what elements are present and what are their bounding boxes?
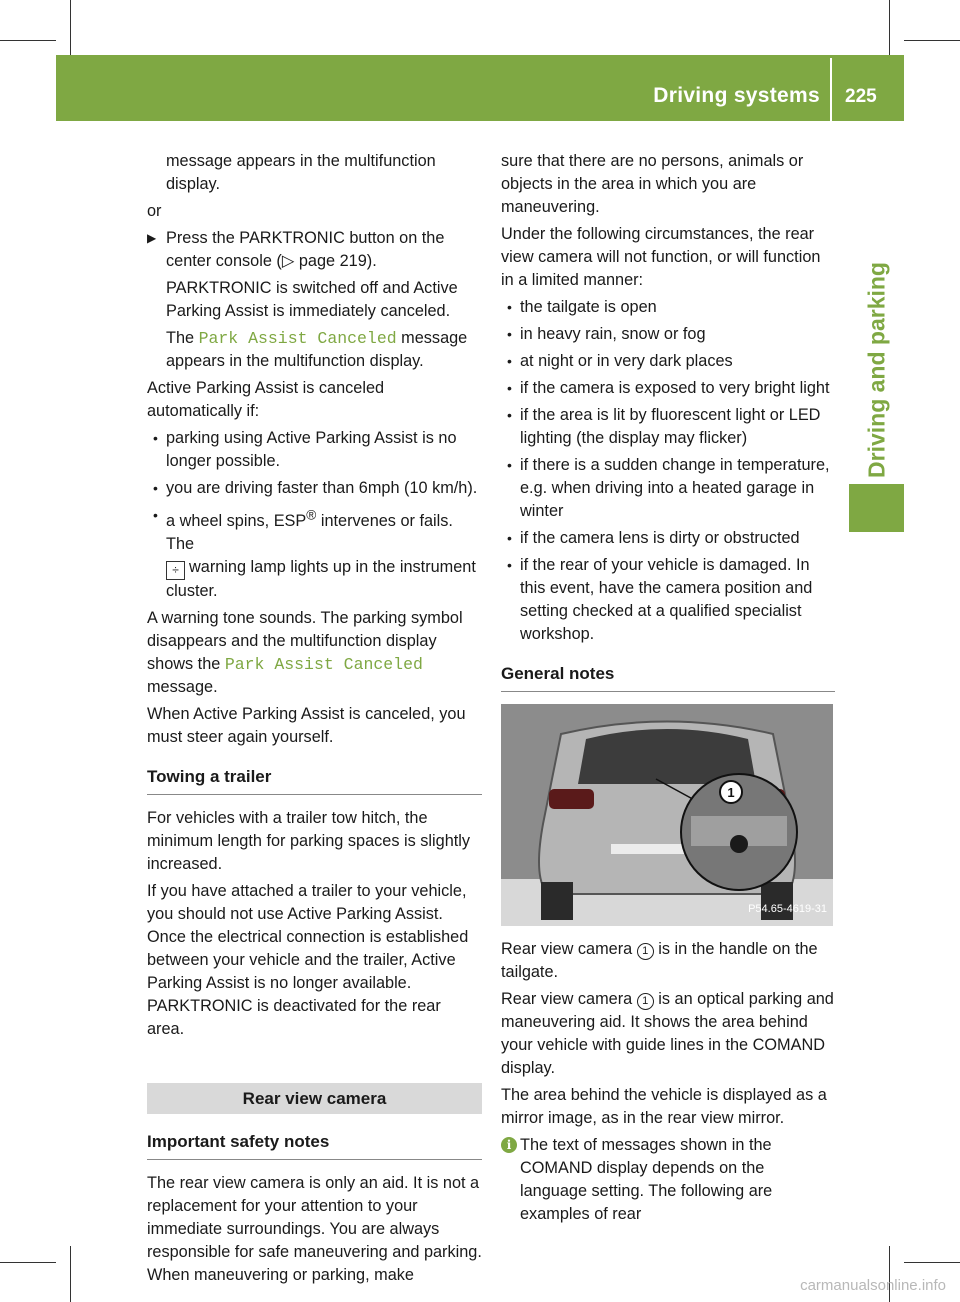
- watermark: carmanualsonline.info: [800, 1277, 946, 1294]
- list-item-text: the tailgate is open: [520, 298, 657, 316]
- list-item: [501, 527, 835, 550]
- heading-general-notes: General notes: [501, 662, 835, 692]
- registered-mark: ®: [306, 508, 317, 523]
- section-title-box: Rear view camera: [147, 1083, 482, 1114]
- list-item-text: at night or in very dark places: [520, 352, 733, 370]
- header-separator: [830, 58, 832, 121]
- bullet-icon: •: [507, 407, 512, 423]
- bullet-icon: •: [507, 380, 512, 396]
- heading-towing: Towing a trailer: [147, 765, 482, 795]
- bullet-icon: •: [507, 557, 512, 573]
- bullet-icon: •: [507, 457, 512, 473]
- info-icon: i: [501, 1137, 517, 1153]
- info-note: [501, 1134, 835, 1226]
- bullet-icon: •: [153, 507, 158, 523]
- list-item: [501, 404, 835, 450]
- text: Rear view camera: [501, 940, 633, 958]
- display-message: Park Assist Canceled: [198, 329, 397, 348]
- bullet-icon: •: [507, 299, 512, 315]
- step-text: Press the PARKTRONIC button on the center console (▷ page 219).: [166, 229, 445, 270]
- list-item: [501, 296, 835, 319]
- paragraph: Active Parking Assist is canceled automatically if:: [147, 379, 385, 420]
- bullet-icon: •: [153, 430, 158, 446]
- bullet-icon: •: [507, 530, 512, 546]
- text: A warning tone sounds. The parking symbol disappears and the multifunction display shows the: [147, 609, 463, 674]
- list-item: [501, 554, 835, 646]
- bullet-icon: •: [153, 480, 158, 496]
- bullet-icon: •: [507, 353, 512, 369]
- crop-mark: [904, 40, 960, 41]
- bullet-icon: •: [507, 326, 512, 342]
- figure-code: P54.65-4619-31: [748, 903, 827, 915]
- paragraph: Under the following circumstances, the rear view camera will not function, or will function in a limited manner:: [501, 225, 821, 289]
- paragraph: message appears in the multifunction display.: [166, 152, 436, 193]
- heading-safety: Important safety notes: [147, 1130, 482, 1160]
- page-number: 225: [845, 86, 877, 107]
- text: is an optical parking and maneuvering aid. It shows the area behind your vehicle with guide lines in the COMAND display.: [501, 990, 834, 1077]
- text: a wheel spins, ESP: [166, 512, 307, 531]
- list-item: [501, 323, 835, 346]
- paragraph: For vehicles with a trailer tow hitch, the minimum length for parking spaces is slightly increased.: [147, 809, 471, 874]
- right-column: [501, 150, 835, 1226]
- side-tab-label: Driving and parking: [863, 262, 890, 478]
- text: The: [166, 329, 195, 347]
- rear-camera-figure: [501, 704, 833, 926]
- paragraph: The rear view camera is only an aid. It is not a replacement for your attention to your immediate surroundings. You are always responsible for safe maneuvering and parking. When maneuvering or parking, make: [147, 1174, 482, 1285]
- list-item-text: if the camera lens is dirty or obstructed: [520, 529, 800, 547]
- callout-number-icon: 1: [637, 943, 654, 960]
- step-result: PARKTRONIC is switched off and Active Parking Assist is immediately canceled.: [166, 279, 458, 320]
- instruction-step: [147, 227, 482, 273]
- left-column: [147, 150, 482, 1291]
- crop-mark: [889, 0, 890, 56]
- crop-mark: [904, 1262, 960, 1263]
- list-item: [501, 350, 835, 373]
- paragraph: The area behind the vehicle is displayed as a mirror image, as in the rear view mirror.: [501, 1086, 827, 1127]
- figure-callout-label: 1: [727, 785, 735, 800]
- list-item-text: if the area is lit by fluorescent light or LED lighting (the display may flicker): [520, 406, 821, 447]
- step-result-message: [147, 327, 482, 373]
- list-item-text: if the camera is exposed to very bright light: [520, 379, 830, 397]
- list-item-text: in heavy rain, snow or fog: [520, 325, 706, 343]
- info-text: The text of messages shown in the COMAND display depends on the language setting. The following are examples of rear: [520, 1136, 773, 1223]
- text: is in the handle on the tailgate.: [501, 940, 818, 981]
- paragraph: [501, 938, 835, 984]
- crop-mark: [70, 0, 71, 56]
- list-item-text: parking using Active Parking Assist is no longer possible.: [166, 429, 457, 470]
- text: message appears in the multifunction display.: [166, 329, 468, 370]
- crop-mark: [0, 1262, 56, 1263]
- list-item: [501, 377, 835, 400]
- list-item-text: if there is a sudden change in temperature, e.g. when driving into a heated garage in winter: [520, 456, 830, 520]
- side-tab-marker: [849, 484, 904, 532]
- text: message.: [147, 678, 218, 697]
- car-rear-illustration: [501, 704, 833, 926]
- text: intervenes or fails. The: [166, 512, 453, 554]
- crop-mark: [70, 1246, 71, 1302]
- text: Rear view camera: [501, 990, 633, 1008]
- warning-lamp-icon: ÷: [166, 561, 185, 580]
- list-item-text: you are driving faster than 6mph (10 km/h).: [166, 479, 478, 497]
- or-label: or: [147, 202, 162, 220]
- section-title: Driving systems: [653, 84, 820, 107]
- paragraph: When Active Parking Assist is canceled, you must steer again yourself.: [147, 705, 466, 747]
- list-item: [147, 427, 482, 473]
- paragraph: [147, 607, 482, 699]
- paragraph: If you have attached a trailer to your vehicle, you should not use Active Parking Assist. Once the electrical connection is established between your vehicle and the trailer, Active Parking Assist is no longer available. PARKTRONIC is deactivated for the rear area.: [147, 882, 469, 1039]
- arrow-icon: ▶: [147, 231, 157, 245]
- list-item: [501, 454, 835, 523]
- list-item-text: if the rear of your vehicle is damaged. In this event, have the camera position and setting checked at a qualified specialist workshop.: [520, 556, 813, 643]
- list-item-text: [166, 508, 476, 601]
- crop-mark: [0, 40, 56, 41]
- list-item: [147, 504, 482, 603]
- paragraph: [501, 988, 835, 1080]
- callout-number-icon: 1: [637, 993, 654, 1010]
- list-item: [147, 477, 482, 500]
- paragraph: sure that there are no persons, animals or objects in the area in which you are maneuvering.: [501, 152, 804, 216]
- text: warning lamp lights up in the instrument cluster.: [166, 558, 476, 601]
- display-message: Park Assist Canceled: [224, 655, 423, 675]
